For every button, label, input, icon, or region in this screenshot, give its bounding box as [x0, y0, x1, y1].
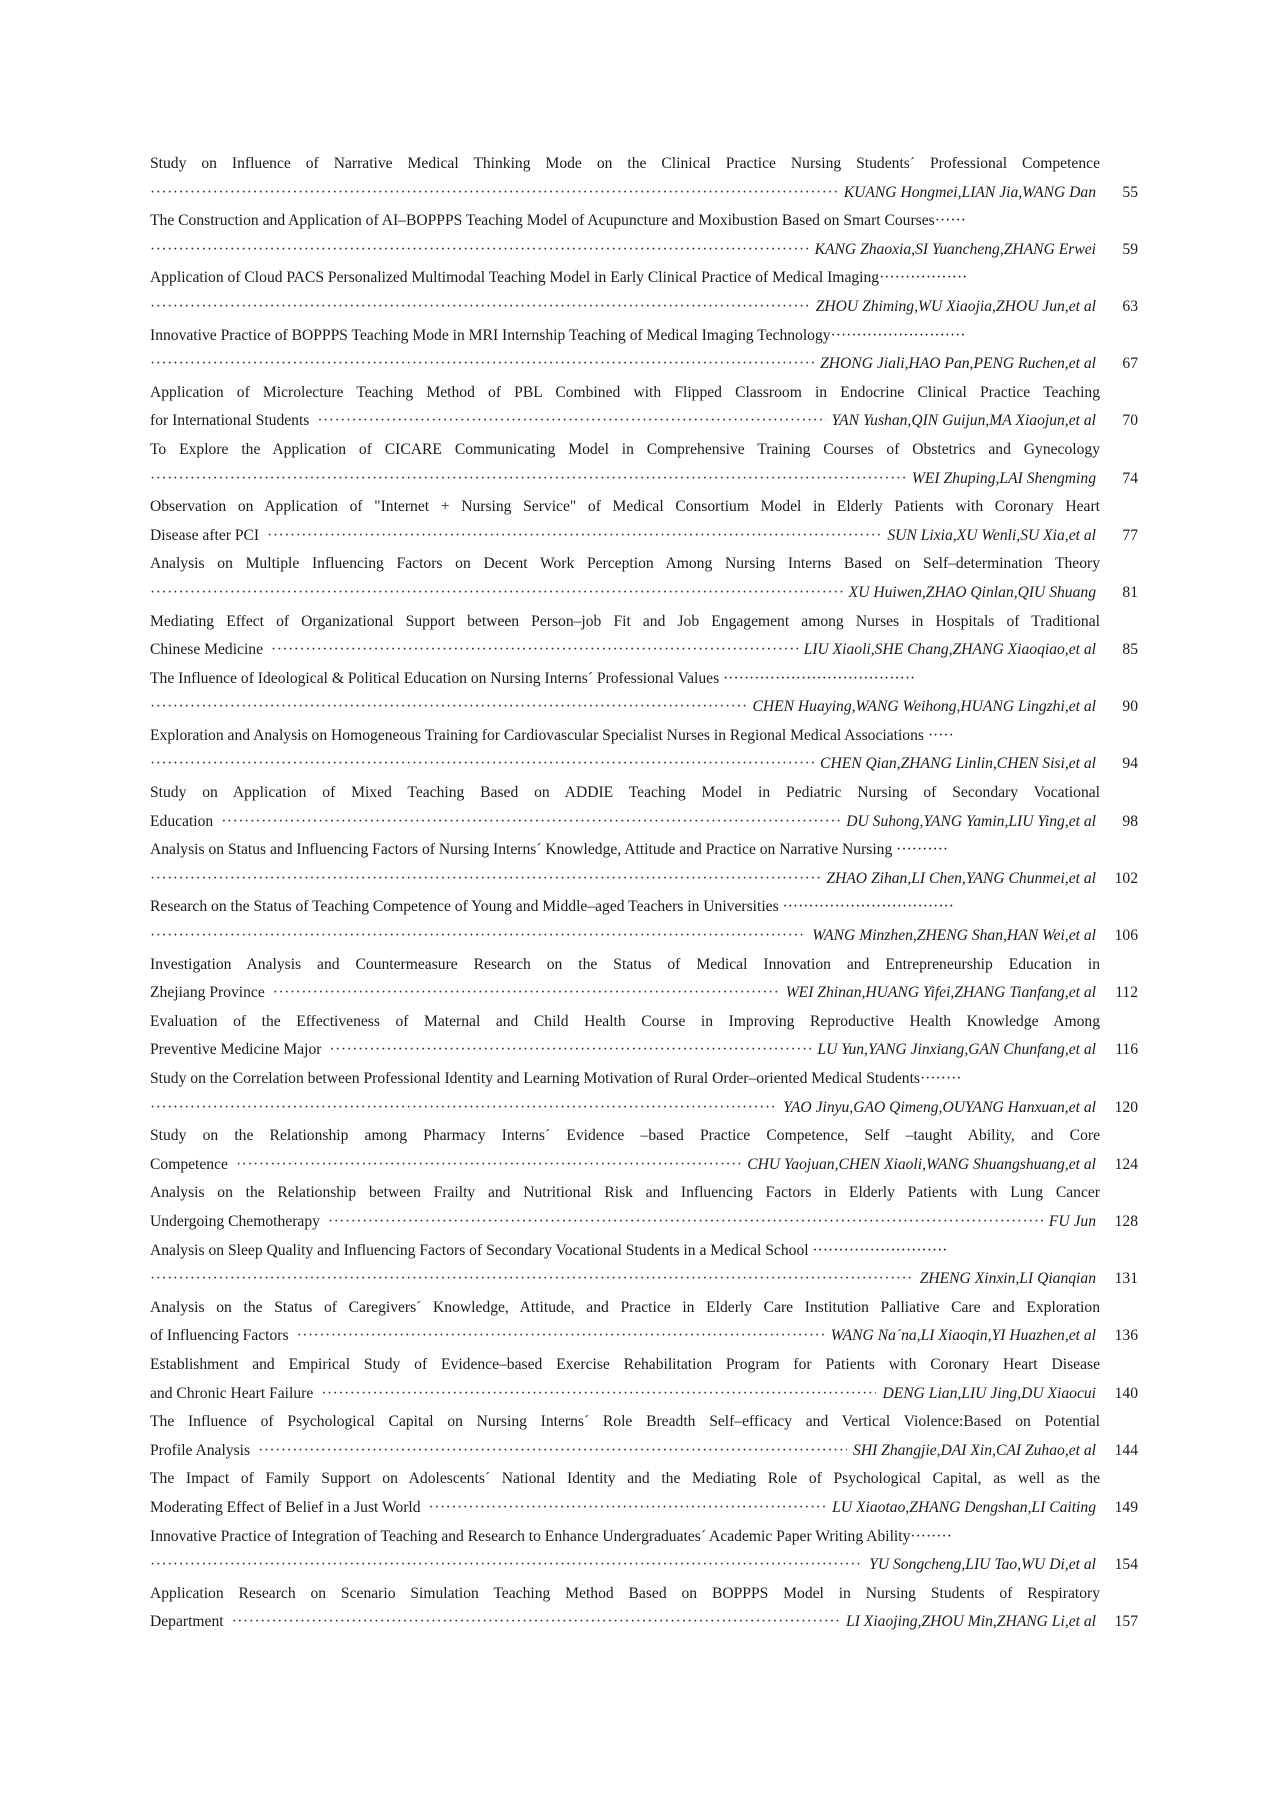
entry-author-line — [150, 236, 1138, 265]
entry-authors: YU Songcheng,LIU Tao,WU Di,et al — [869, 1556, 1096, 1574]
toc-entry[interactable] — [150, 150, 1138, 207]
entry-title: Analysis on Sleep Quality and Influencing Factors of Secondary Vocational Students in a Medical School ·························· — [150, 1241, 948, 1259]
toc-entry[interactable] — [150, 322, 1138, 379]
toc-entry[interactable] — [150, 1008, 1138, 1065]
entry-author-line — [150, 407, 1138, 436]
leader-dots — [150, 465, 906, 494]
entry-authors: ZHOU Zhiming,WU Xiaojia,ZHOU Jun,et al — [815, 297, 1096, 315]
entry-page-number: 124 — [1114, 1155, 1138, 1173]
toc-entry[interactable] — [150, 722, 1138, 779]
entry-page-number: 116 — [1115, 1041, 1138, 1059]
entry-author-line — [150, 1151, 1138, 1180]
leader-dots — [150, 579, 843, 608]
entry-authors: KUANG Hongmei,LIAN Jia,WANG Dan — [843, 183, 1096, 201]
entry-author-line — [150, 293, 1138, 322]
entry-title: Innovative Practice of BOPPPS Teaching Mode in MRI Internship Teaching of Medical Imaging Technology·························· — [150, 326, 966, 344]
entry-title-continuation: for International Students — [150, 412, 310, 430]
entry-authors: YAO Jinyu,GAO Qimeng,OUYANG Hanxuan,et al — [783, 1098, 1096, 1116]
entry-title-continuation: Undergoing Chemotherapy — [150, 1212, 320, 1230]
entry-authors: LI Xiaojing,ZHOU Min,ZHANG Li,et al — [846, 1613, 1096, 1631]
entry-author-line — [150, 1494, 1138, 1523]
entry-title: Evaluation of the Effectiveness of Maternal and Child Health Course in Improving Reproductive Health Knowledge Among — [150, 1012, 1100, 1030]
entry-page-number: 140 — [1114, 1384, 1138, 1402]
entry-title-continuation: Disease after PCI — [150, 526, 260, 544]
entry-title: Study on the Correlation between Professional Identity and Learning Motivation of Rural Order–oriented Medical Students········ — [150, 1070, 962, 1087]
entry-page-number: 63 — [1122, 297, 1138, 315]
entry-title: Analysis on Status and Influencing Factors of Nursing Interns´ Knowledge, Attitude and Practice on Narrative Nursing ·········· — [150, 841, 949, 859]
toc-entry[interactable] — [150, 1351, 1138, 1408]
toc-entry[interactable] — [150, 1523, 1138, 1580]
entry-authors: DENG Lian,LIU Jing,DU Xiaocui — [882, 1384, 1096, 1402]
entry-author-line — [150, 1322, 1138, 1351]
entry-title: Analysis on the Relationship between Frailty and Nutritional Risk and Influencing Factors in Elderly Patients with Lung Cancer — [150, 1184, 1100, 1202]
toc-entry[interactable] — [150, 951, 1138, 1008]
entry-title: Application of Microlecture Teaching Method of PBL Combined with Flipped Classroom in Endocrine Clinical Practice Teaching — [150, 383, 1100, 401]
entry-title: Study on the Relationship among Pharmacy Interns´ Evidence –based Practice Competence, Self –taught Ability, and Core — [150, 1127, 1100, 1145]
entry-title: Mediating Effect of Organizational Support between Person–job Fit and Job Engagement among Nurses in Hospitals of Traditional — [150, 612, 1100, 630]
entry-page-number: 112 — [1115, 984, 1138, 1002]
entry-page-number: 154 — [1114, 1556, 1138, 1574]
entry-author-line — [150, 1437, 1138, 1466]
entry-authors: SUN Lixia,XU Wenli,SU Xia,et al — [887, 526, 1096, 544]
entry-authors: LU Xiaotao,ZHANG Dengshan,LI Caiting — [832, 1498, 1096, 1516]
entry-page-number: 131 — [1114, 1270, 1138, 1288]
toc-entry[interactable] — [150, 1179, 1138, 1236]
entry-author-line — [150, 1551, 1138, 1580]
leader-dots — [328, 1208, 1043, 1237]
leader-dots — [150, 179, 838, 208]
toc-entry[interactable] — [150, 1237, 1138, 1294]
entry-authors: CHEN Huaying,WANG Weihong,HUANG Lingzhi,et al — [752, 698, 1096, 716]
entry-page-number: 85 — [1122, 641, 1138, 659]
leader-dots — [150, 1265, 914, 1294]
entry-authors: DU Suhong,YANG Yamin,LIU Ying,et al — [846, 812, 1096, 830]
entry-title: Investigation Analysis and Countermeasure Research on the Status of Medical Innovation and Entrepreneurship Education in — [150, 955, 1100, 973]
entry-page-number: 128 — [1114, 1212, 1138, 1230]
entry-author-line — [150, 750, 1138, 779]
toc-entry[interactable] — [150, 1408, 1138, 1465]
entry-page-number: 74 — [1122, 469, 1138, 487]
entry-page-number: 70 — [1122, 412, 1138, 430]
entry-title-continuation: Chinese Medicine — [150, 641, 264, 659]
leader-dots — [232, 1608, 840, 1637]
entry-title: The Influence of Ideological & Political Education on Nursing Interns´ Professional Values ····································· — [150, 669, 916, 687]
entry-author-line — [150, 979, 1138, 1008]
entry-page-number: 157 — [1114, 1613, 1138, 1631]
entry-title: Application of Cloud PACS Personalized Multimodal Teaching Model in Early Clinical Practice of Medical Imaging················· — [150, 269, 968, 287]
entry-title: Innovative Practice of Integration of Teaching and Research to Enhance Undergraduates´ Academic Paper Writing Ability········ — [150, 1527, 952, 1545]
entry-author-line — [150, 693, 1138, 722]
entry-title: Analysis on the Status of Caregivers´ Knowledge, Attitude, and Practice in Elderly Care Institution Palliative Care and Exploration — [150, 1298, 1100, 1316]
leader-dots — [150, 236, 809, 265]
entry-title-continuation: Profile Analysis — [150, 1441, 251, 1459]
entry-author-line — [150, 465, 1138, 494]
entry-title-continuation: Preventive Medicine Major — [150, 1041, 322, 1059]
entry-authors: SHI Zhangjie,DAI Xin,CAI Zuhao,et al — [853, 1441, 1096, 1459]
entry-authors: WEI Zhinan,HUANG Yifei,ZHANG Tianfang,et al — [785, 984, 1096, 1002]
leader-dots — [271, 636, 798, 665]
leader-dots — [221, 808, 840, 837]
entry-title-continuation: Education — [150, 812, 214, 830]
leader-dots — [150, 350, 814, 379]
entry-authors: YAN Yushan,QIN Guijun,MA Xiaojun,et al — [831, 412, 1096, 430]
toc-entry[interactable] — [150, 1465, 1138, 1522]
toc-entry[interactable] — [150, 264, 1138, 321]
entry-page-number: 98 — [1122, 812, 1138, 830]
entry-author-line — [150, 1608, 1138, 1637]
toc-entry[interactable] — [150, 1065, 1138, 1122]
leader-dots — [317, 407, 825, 436]
leader-dots — [150, 922, 806, 951]
entry-authors: ZHENG Xinxin,LI Qianqian — [919, 1270, 1096, 1288]
entry-title: The Impact of Family Support on Adolescents´ National Identity and the Mediating Role of Psychological Capital, as well as the — [150, 1470, 1100, 1488]
toc-entry[interactable] — [150, 893, 1138, 950]
entry-author-line — [150, 865, 1138, 894]
entry-author-line — [150, 1036, 1138, 1065]
leader-dots — [150, 750, 814, 779]
entry-author-line — [150, 579, 1138, 608]
leader-dots — [150, 1094, 777, 1123]
toc-entry[interactable] — [150, 836, 1138, 893]
entry-author-line — [150, 808, 1138, 837]
entry-authors: WANG Minzhen,ZHENG Shan,HAN Wei,et al — [812, 927, 1096, 945]
entry-page-number: 59 — [1122, 240, 1138, 258]
entry-title: Application Research on Scenario Simulation Teaching Method Based on BOPPPS Model in Nursing Students of Respiratory — [150, 1584, 1100, 1602]
entry-authors: FU Jun — [1048, 1212, 1096, 1230]
entry-title-continuation: Zhejiang Province — [150, 984, 265, 1002]
entry-author-line — [150, 636, 1138, 665]
entry-page-number: 90 — [1122, 698, 1138, 716]
entry-page-number: 77 — [1122, 526, 1138, 544]
entry-authors: ZHAO Zihan,LI Chen,YANG Chunmei,et al — [826, 869, 1096, 887]
toc-entry[interactable] — [150, 207, 1138, 264]
entry-title: Exploration and Analysis on Homogeneous Training for Cardiovascular Specialist Nurses in Regional Medical Associations ····· — [150, 726, 954, 744]
toc-entry[interactable] — [150, 1294, 1138, 1351]
entry-page-number: 55 — [1122, 183, 1138, 201]
leader-dots — [236, 1151, 741, 1180]
leader-dots — [273, 979, 780, 1008]
entry-author-line — [150, 350, 1138, 379]
entry-title: Analysis on Multiple Influencing Factors on Decent Work Perception Among Nursing Interns Based on Self–determination Theory — [150, 555, 1100, 573]
toc-entry[interactable] — [150, 665, 1138, 722]
entry-authors: CHU Yaojuan,CHEN Xiaoli,WANG Shuangshuang,et al — [747, 1155, 1096, 1173]
toc-entry[interactable] — [150, 493, 1138, 550]
leader-dots — [267, 522, 881, 551]
leader-dots — [150, 293, 810, 322]
leader-dots — [150, 693, 746, 722]
entry-author-line — [150, 179, 1138, 208]
leader-dots — [297, 1322, 825, 1351]
entry-authors: KANG Zhaoxia,SI Yuancheng,ZHANG Erwei — [814, 240, 1096, 258]
table-of-contents — [150, 150, 1138, 1637]
entry-page-number: 144 — [1114, 1441, 1138, 1459]
entry-title-continuation: Moderating Effect of Belief in a Just World — [150, 1498, 421, 1516]
entry-title-continuation: Competence — [150, 1155, 228, 1173]
entry-page-number: 106 — [1114, 927, 1138, 945]
toc-entry[interactable] — [150, 608, 1138, 665]
entry-page-number: 102 — [1114, 869, 1138, 887]
entry-authors: LIU Xiaoli,SHE Chang,ZHANG Xiaoqiao,et al — [803, 641, 1096, 659]
entry-authors: LU Yun,YANG Jinxiang,GAN Chunfang,et al — [817, 1041, 1096, 1059]
entry-title: The Construction and Application of AI–BOPPPS Teaching Model of Acupuncture and Moxibustion Based on Smart Courses······ — [150, 212, 966, 230]
leader-dots — [429, 1494, 827, 1523]
entry-authors: CHEN Qian,ZHANG Linlin,CHEN Sisi,et al — [820, 755, 1096, 773]
entry-author-line — [150, 1380, 1138, 1409]
leader-dots — [150, 865, 820, 894]
entry-title-continuation: Department — [150, 1613, 224, 1631]
entry-title: The Influence of Psychological Capital on Nursing Interns´ Role Breadth Self–efficacy and Vertical Violence:Based on Potential — [150, 1413, 1100, 1431]
entry-author-line — [150, 1265, 1138, 1294]
toc-entry[interactable] — [150, 550, 1138, 607]
entry-title: To Explore the Application of CICARE Communicating Model in Comprehensive Training Courses of Obstetrics and Gynecology — [150, 440, 1100, 458]
entry-authors: ZHONG Jiali,HAO Pan,PENG Ruchen,et al — [820, 355, 1096, 373]
toc-entry[interactable] — [150, 1580, 1138, 1637]
leader-dots — [329, 1036, 811, 1065]
entry-title: Establishment and Empirical Study of Evidence–based Exercise Rehabilitation Program for Patients with Coronary Heart Disease — [150, 1355, 1100, 1373]
entry-authors: WEI Zhuping,LAI Shengming — [911, 469, 1096, 487]
toc-entry[interactable] — [150, 1122, 1138, 1179]
entry-author-line — [150, 522, 1138, 551]
toc-entry[interactable] — [150, 779, 1138, 836]
entry-page-number: 120 — [1114, 1098, 1138, 1116]
leader-dots — [321, 1380, 876, 1409]
entry-title: Study on Influence of Narrative Medical Thinking Mode on the Clinical Practice Nursing Students´ Professional Competence — [150, 155, 1100, 172]
entry-title: Study on Application of Mixed Teaching Based on ADDIE Teaching Model in Pediatric Nursing of Secondary Vocational — [150, 784, 1100, 802]
leader-dots — [258, 1437, 847, 1466]
leader-dots — [150, 1551, 863, 1580]
entry-page-number: 67 — [1122, 355, 1138, 373]
entry-authors: WANG Na´na,LI Xiaoqin,YI Huazhen,et al — [830, 1327, 1096, 1345]
entry-page-number: 136 — [1114, 1327, 1138, 1345]
entry-title-continuation: of Influencing Factors — [150, 1327, 289, 1345]
entry-title: Observation on Application of "Internet + Nursing Service" of Medical Consortium Model in Elderly Patients with Coronary Heart — [150, 498, 1100, 516]
entry-page-number: 149 — [1114, 1498, 1138, 1516]
entry-authors: XU Huiwen,ZHAO Qinlan,QIU Shuang — [848, 583, 1096, 601]
entry-author-line — [150, 1208, 1138, 1237]
entry-title: Research on the Status of Teaching Competence of Young and Middle–aged Teachers in Universities ································· — [150, 898, 954, 916]
toc-entry[interactable] — [150, 436, 1138, 493]
entry-author-line — [150, 1094, 1138, 1123]
entry-title-continuation: and Chronic Heart Failure — [150, 1384, 314, 1402]
toc-entry[interactable] — [150, 379, 1138, 436]
entry-author-line — [150, 922, 1138, 951]
entry-page-number: 81 — [1122, 583, 1138, 601]
entry-page-number: 94 — [1122, 755, 1138, 773]
